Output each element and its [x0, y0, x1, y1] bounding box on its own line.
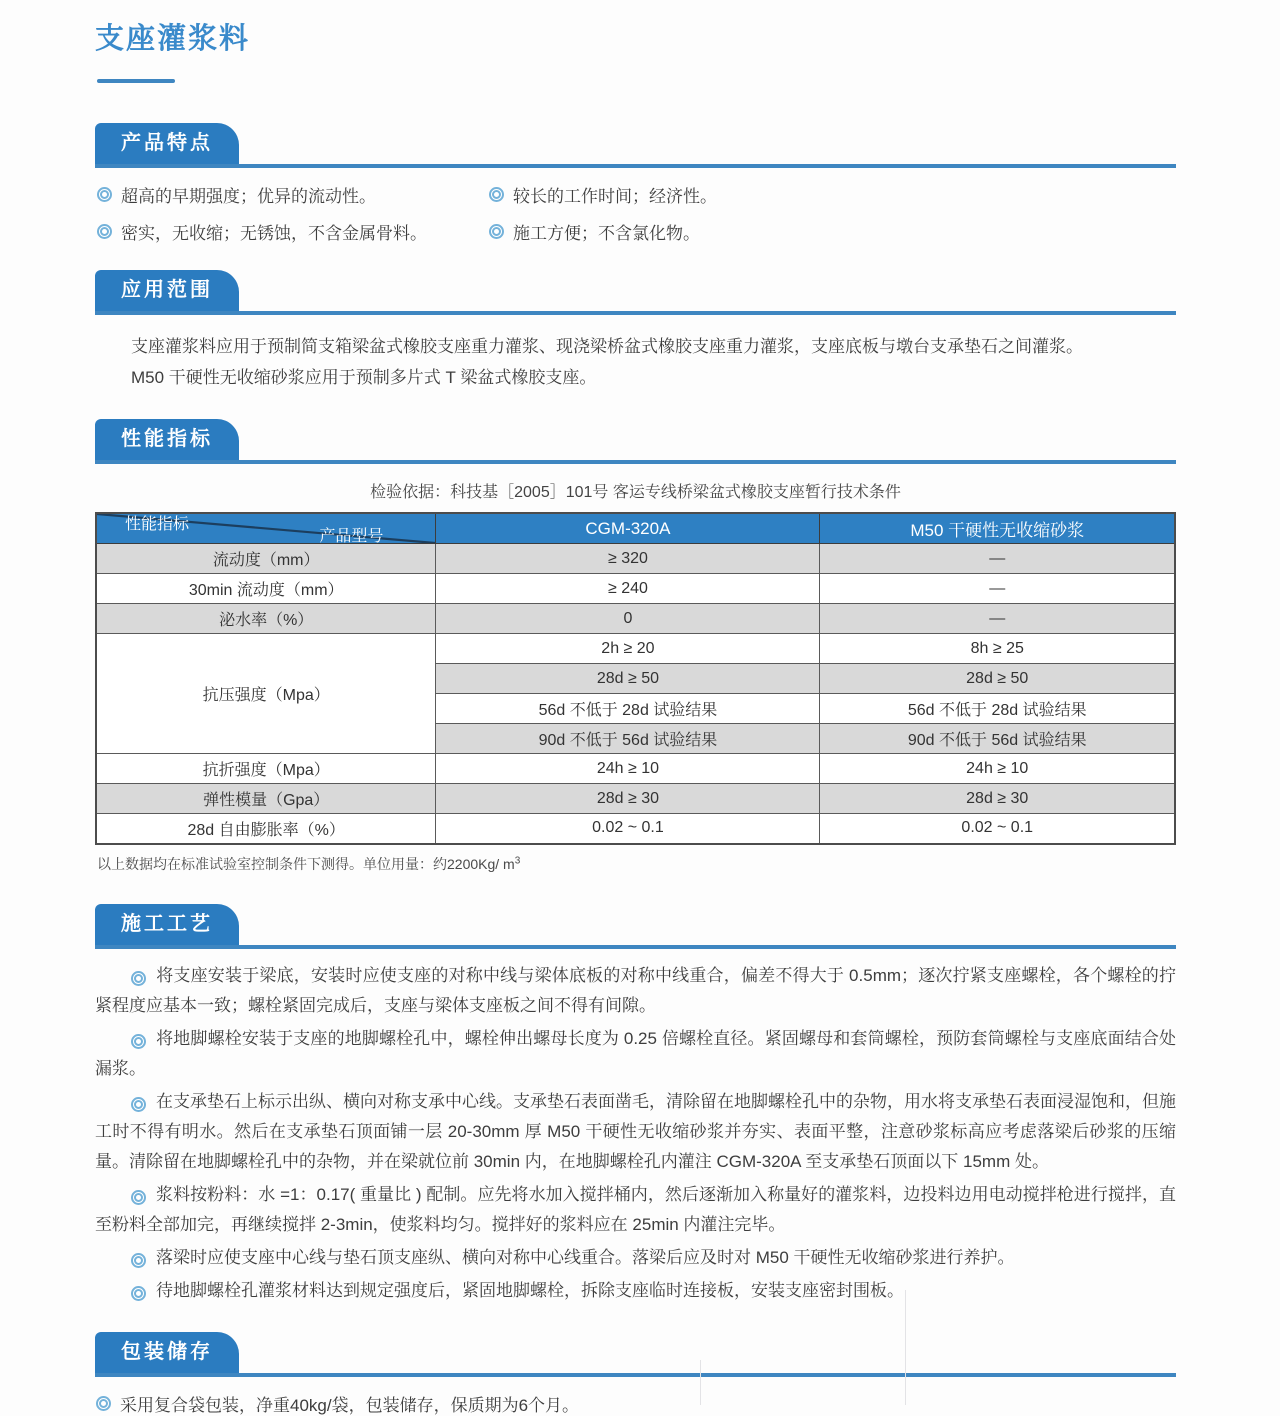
title-underline	[97, 79, 175, 83]
test-basis-note: 检验依据：科技基［2005］101号 客运专线桥梁盆式橡胶支座暂行技术条件	[370, 484, 901, 501]
cell-value: 24h ≥ 10	[820, 754, 1175, 784]
corner-label-performance-indicator: 性能指标	[125, 516, 190, 533]
process-step-text: 将支座安装于梁底，安装时应使支座的对称中线与梁体底板的对称中线重合，偏差不得大于 0.5mm；逐次拧紧支座螺栓，各个螺栓的拧紧程度应基本一致；螺栓紧固完成后，支座与梁体支座板之间不得有间隙。	[95, 965, 1176, 1015]
feature-item	[97, 219, 489, 244]
cell-value: —	[820, 574, 1175, 604]
row-label: 弹性模量（Gpa）	[96, 784, 436, 814]
table-header-row	[96, 513, 1175, 544]
section-features	[95, 123, 1176, 244]
process-step-text: 将地脚螺栓安装于支座的地脚螺栓孔中，螺栓伸出螺母长度为 0.25 倍螺栓直径。紧固螺母和套筒螺栓，预防套筒螺栓与支座底面结合处漏浆。	[95, 1028, 1176, 1078]
process-step-text: 浆料按粉料：水 =1：0.17( 重量比 ) 配制。应先将水加入搅拌桶内，然后逐渐加入称量好的灌浆料，边投料边用电动搅拌枪进行搅拌，直至粉料全部加完，再继续搅拌 2-3min，使浆料均匀。搅拌好的浆料应在 25min 内灌注完毕。	[95, 1184, 1176, 1234]
footnote-superscript: 3	[514, 854, 521, 866]
section-badge-performance: 性能指标	[95, 419, 239, 460]
cell-value: ≥ 240	[436, 574, 820, 604]
double-circle-bullet-icon	[131, 1190, 146, 1205]
process-step-text: 落梁时应使支座中心线与垫石顶支座纵、横向对称中心线重合。落梁后应及时对 M50 干硬性无收缩砂浆进行养护。	[156, 1247, 1015, 1267]
cell-value: 2h ≥ 20	[436, 634, 820, 664]
process-step-text: 在支承垫石上标示出纵、横向对称支承中心线。支承垫石表面凿毛，清除留在地脚螺栓孔中的杂物，用水将支承垫石表面浸湿饱和，但施工时不得有明水。然后在支承垫石顶面铺一层 20-30mm 厚 M50 干硬性无收缩砂浆并夯实、表面平整，注意砂浆标高应考虑落梁后砂浆的压缩量。清除留在地脚螺栓孔中的杂物，并在梁就位前 30min 内，在地脚螺栓孔内灌注 CGM-320A 至支承垫石顶面以下 15mm 处。	[95, 1091, 1176, 1171]
section-performance	[95, 419, 1176, 874]
table-corner-cell	[96, 513, 436, 544]
section-header-packaging	[95, 1332, 1176, 1377]
double-circle-bullet-icon	[489, 187, 504, 202]
section-header-performance	[95, 419, 1176, 464]
corner-label-product-model: 产品型号	[319, 528, 384, 545]
table-row-compressive-1	[96, 634, 1175, 664]
section-header-process	[95, 904, 1176, 949]
table-row-fluidity-30min	[96, 574, 1175, 604]
double-circle-bullet-icon	[97, 224, 112, 239]
section-badge-process: 施工工艺	[95, 904, 239, 945]
cell-value: 8h ≥ 25	[820, 634, 1175, 664]
application-paragraph: M50 干硬性无收缩砂浆应用于预制多片式 T 梁盆式橡胶支座。	[131, 368, 597, 387]
row-label: 泌水率（%）	[96, 604, 436, 634]
footnote-text: 以上数据均在标准试验室控制条件下测得。单位用量：约2200Kg/ m	[97, 855, 515, 872]
cell-value: 0.02 ~ 0.1	[436, 814, 820, 844]
section-badge-packaging: 包装储存	[95, 1332, 239, 1373]
section-header-application	[95, 270, 1176, 315]
table-row-elastic-modulus	[96, 784, 1175, 814]
cell-value: 28d ≥ 50	[820, 664, 1175, 694]
column-header-cgm320a: CGM-320A	[436, 513, 820, 544]
packaging-item	[96, 1391, 1176, 1416]
section-application	[95, 270, 1176, 393]
double-circle-bullet-icon	[489, 224, 504, 239]
double-circle-bullet-icon	[96, 1396, 111, 1411]
row-label: 28d 自由膨胀率（%）	[96, 814, 436, 844]
application-paragraph: 支座灌浆料应用于预制简支箱梁盆式橡胶支座重力灌浆、现浇梁桥盆式橡胶支座重力灌浆，支座底板与墩台支承垫石之间灌浆。	[131, 337, 1083, 356]
process-step-text: 待地脚螺栓孔灌浆材料达到规定强度后，紧固地脚螺栓，拆除支座临时连接板，安装支座密封围板。	[156, 1280, 904, 1300]
feature-text: 密实，无收缩；无锈蚀，不含金属骨料。	[121, 224, 427, 243]
row-label: 30min 流动度（mm）	[96, 574, 436, 604]
double-circle-bullet-icon	[131, 1286, 146, 1301]
cell-value: 28d ≥ 30	[820, 784, 1175, 814]
cell-value: —	[820, 544, 1175, 574]
scan-artifact-line	[905, 1290, 906, 1405]
process-step	[95, 1243, 1176, 1273]
cell-value: 56d 不低于 28d 试验结果	[436, 694, 820, 724]
double-circle-bullet-icon	[131, 1097, 146, 1112]
row-label: 流动度（mm）	[96, 544, 436, 574]
cell-value: 0.02 ~ 0.1	[820, 814, 1175, 844]
process-step	[95, 1276, 1176, 1306]
cell-value: 90d 不低于 56d 试验结果	[820, 724, 1175, 754]
double-circle-bullet-icon	[131, 1034, 146, 1049]
double-circle-bullet-icon	[131, 971, 146, 986]
column-header-m50: M50 干硬性无收缩砂浆	[820, 513, 1175, 544]
section-badge-application: 应用范围	[95, 270, 239, 311]
page-title: 支座灌浆料	[95, 23, 251, 55]
table-row-fluidity	[96, 544, 1175, 574]
feature-text: 较长的工作时间；经济性。	[513, 187, 717, 206]
section-badge-features: 产品特点	[95, 123, 239, 164]
cell-value: 24h ≥ 10	[436, 754, 820, 784]
cell-value: —	[820, 604, 1175, 634]
double-circle-bullet-icon	[131, 1253, 146, 1268]
features-list	[97, 182, 1176, 244]
process-step	[95, 1024, 1176, 1084]
cell-value: 28d ≥ 30	[436, 784, 820, 814]
section-process	[95, 904, 1176, 1306]
feature-item	[489, 182, 1176, 207]
cell-value: 28d ≥ 50	[436, 664, 820, 694]
table-row-free-expansion	[96, 814, 1175, 844]
table-row-flexural-strength	[96, 754, 1175, 784]
application-paragraphs	[131, 331, 1176, 393]
row-label: 抗折强度（Mpa）	[96, 754, 436, 784]
performance-table	[95, 512, 1176, 845]
double-circle-bullet-icon	[97, 187, 112, 202]
row-label-compressive-strength: 抗压强度（Mpa）	[96, 634, 436, 754]
process-step	[95, 1087, 1176, 1177]
process-step	[95, 961, 1176, 1021]
process-steps	[95, 961, 1176, 1306]
packaging-text: 采用复合袋包装，净重40kg/袋，包装储存，保质期为6个月。	[120, 1395, 580, 1415]
cell-value: 90d 不低于 56d 试验结果	[436, 724, 820, 754]
feature-text: 超高的早期强度；优异的流动性。	[121, 187, 376, 206]
process-step	[95, 1180, 1176, 1240]
feature-item	[97, 182, 489, 207]
cell-value: ≥ 320	[436, 544, 820, 574]
section-header-features	[95, 123, 1176, 168]
table-footnote	[97, 854, 1176, 874]
feature-item	[489, 219, 1176, 244]
scan-artifact-line	[700, 1360, 701, 1405]
cell-value: 0	[436, 604, 820, 634]
cell-value: 56d 不低于 28d 试验结果	[820, 694, 1175, 724]
feature-text: 施工方便；不含氯化物。	[513, 224, 700, 243]
table-row-bleeding-rate	[96, 604, 1175, 634]
section-packaging	[95, 1332, 1176, 1416]
